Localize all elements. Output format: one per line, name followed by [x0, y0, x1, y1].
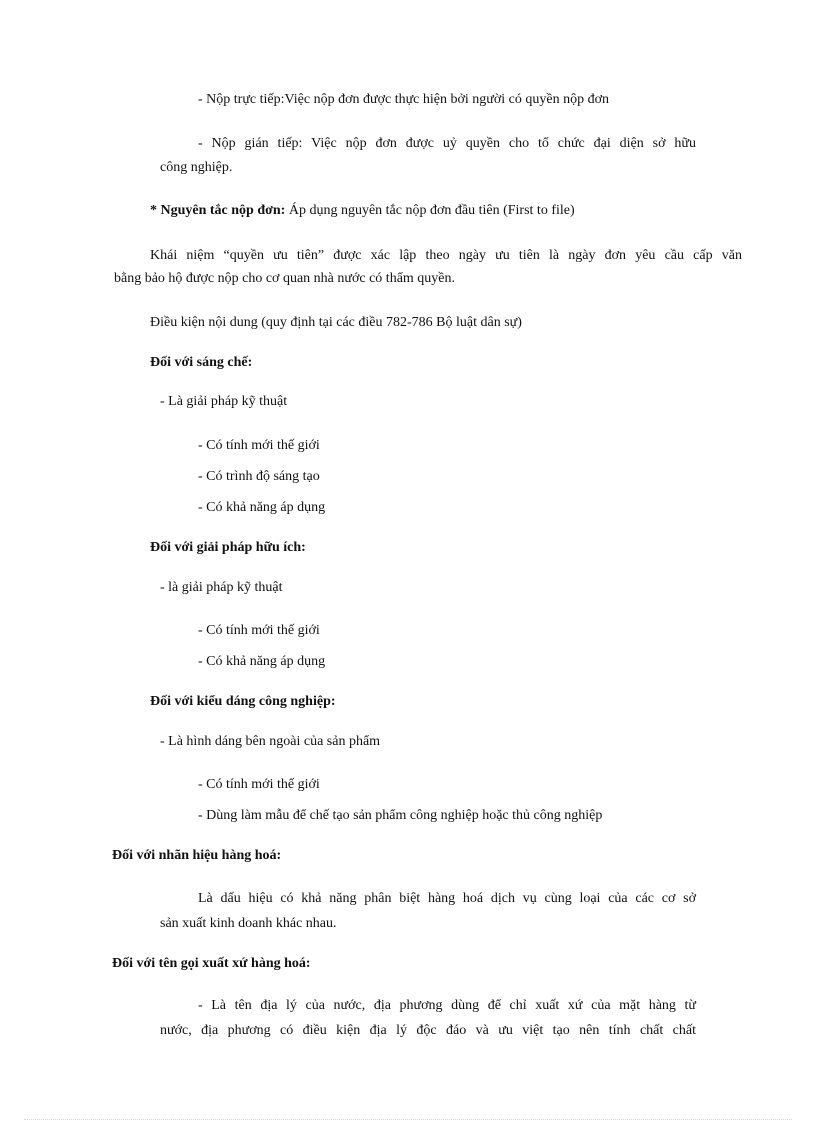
list-item-sang-che-2: - Có trình độ sáng tạo: [198, 469, 320, 484]
heading-kieu-dang: Đối với kiểu dáng công nghiệp:: [150, 694, 336, 709]
paragraph-quyen-uu-tien-line1: Khái niệm “quyền ưu tiên” được xác lập theo ngày ưu tiên là ngày đơn yêu cầu cấp văn: [150, 248, 742, 263]
paragraph-quyen-uu-tien-line2: bằng bảo hộ được nộp cho cơ quan nhà nước có thẩm quyền.: [114, 271, 456, 286]
list-item-kieu-dang-2: - Dùng làm mẫu để chế tạo sản phẩm công nghiệp hoặc thủ công nghiệp: [198, 808, 603, 823]
nguyen-tac-text: Áp dụng nguyên tắc nộp đơn đầu tiên (First to file): [285, 203, 575, 218]
list-item-sang-che-1: - Có tính mới thế giới: [198, 438, 320, 453]
heading-ten-goi-xuat-xu: Đối với tên gọi xuất xứ hàng hoá:: [112, 956, 311, 971]
paragraph-nop-truc-tiep: - Nộp trực tiếp:Việc nộp đơn được thực hiện bởi người có quyền nộp đơn: [198, 92, 610, 107]
list-item-giai-phap-1: - Có tính mới thế giới: [198, 623, 320, 638]
list-item-giai-phap-2: - Có khả năng áp dụng: [198, 654, 326, 669]
paragraph-nop-gian-tiep-line2: công nghiệp.: [160, 160, 233, 175]
list-item-giai-phap-main: - là giải pháp kỹ thuật: [160, 580, 283, 595]
list-item-sang-che-3: - Có khả năng áp dụng: [198, 500, 326, 515]
heading-sang-che: Đối với sáng chế:: [150, 355, 253, 370]
paragraph-nhan-hieu-line1: Là dấu hiệu có khả năng phân biệt hàng hoá dịch vụ cùng loại của các cơ sở: [198, 891, 696, 906]
nguyen-tac-label: * Nguyên tắc nộp đơn:: [150, 203, 286, 218]
heading-giai-phap-huu-ich: Đối với giải pháp hữu ích:: [150, 540, 306, 555]
heading-nhan-hieu: Đối với nhãn hiệu hàng hoá:: [112, 848, 282, 863]
list-item-kieu-dang-main: - Là hình dáng bên ngoài của sản phẩm: [160, 734, 381, 749]
paragraph-ten-goi-line1: - Là tên địa lý của nước, địa phương dùng để chỉ xuất xứ của mặt hàng từ: [198, 998, 696, 1013]
page-bottom-divider: [24, 1119, 792, 1120]
list-item-sang-che-main: - Là giải pháp kỹ thuật: [160, 394, 288, 409]
paragraph-nguyen-tac: [150, 203, 575, 219]
paragraph-ten-goi-line2: nước, địa phương có điều kiện địa lý độc đáo và ưu việt tạo nên tính chất chất: [160, 1023, 696, 1038]
paragraph-nop-gian-tiep-line1: - Nộp gián tiếp: Việc nộp đơn được uỷ quyền cho tổ chức đại diện sở hữu: [198, 136, 696, 151]
paragraph-nhan-hieu-line2: sản xuất kinh doanh khác nhau.: [160, 916, 337, 931]
paragraph-dieu-kien: Điều kiện nội dung (quy định tại các điều 782-786 Bộ luật dân sự): [150, 315, 522, 330]
list-item-kieu-dang-1: - Có tính mới thế giới: [198, 777, 320, 792]
